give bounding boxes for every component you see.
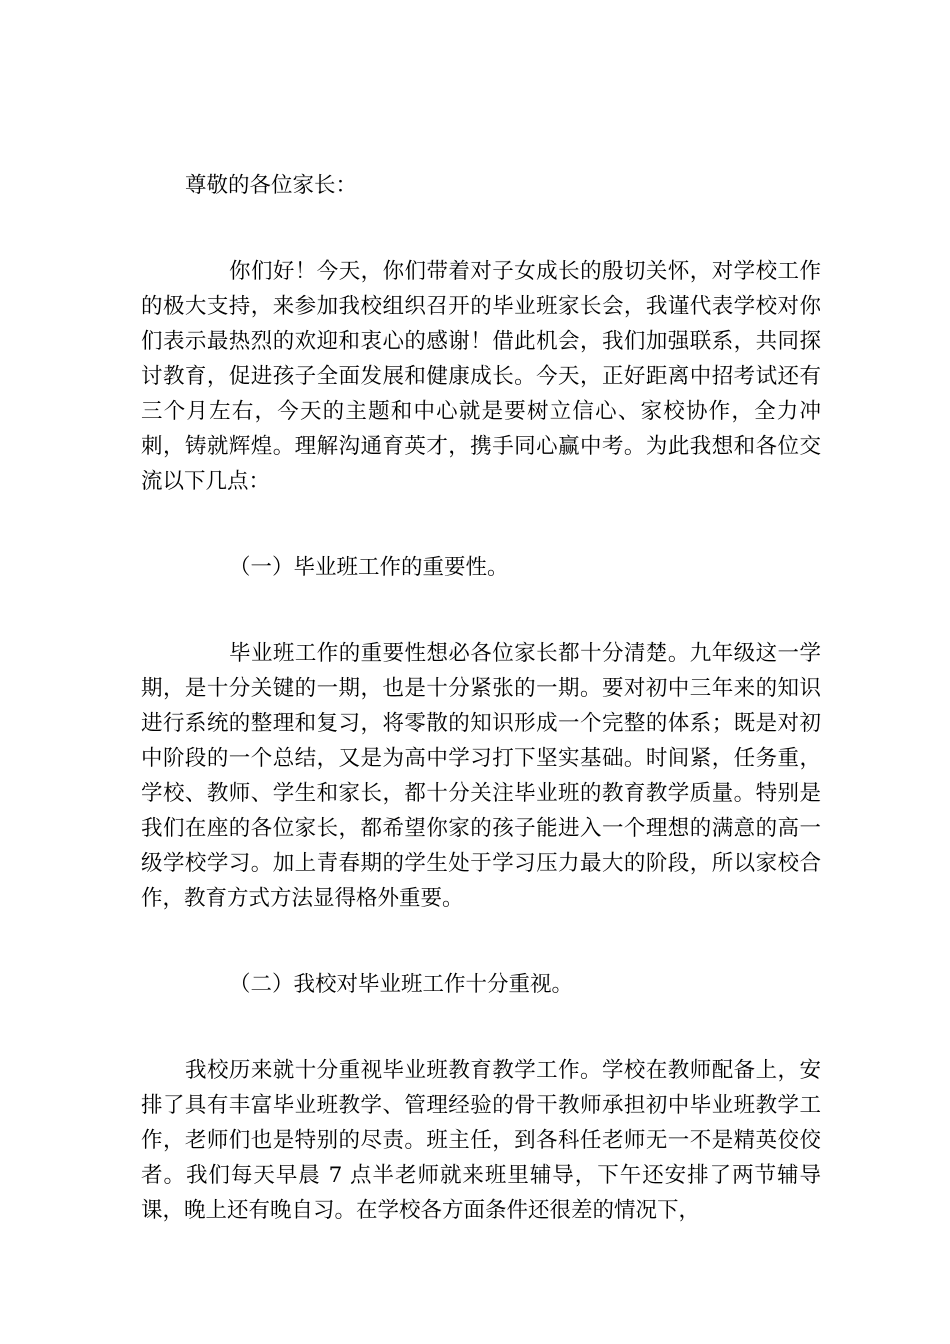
section-heading-1: （一）毕业班工作的重要性。 — [229, 555, 509, 580]
body-paragraph-greeting: 你们好！今天，你们带着对子女成长的殷切关怀，对学校工作的极大支持，来参加我校组织召开的毕业班家长会，我谨代表学校对你们表示最热烈的欢迎和衷心的感谢！借此机会，我们加强联系，共同探讨教育，促进孩子全面发展和健康成长。今天，正好距离中招考试还有三个月左右，今天的主题和中心就是要树立信心、家校协作，全力冲刺，铸就辉煌。理解沟通育英才，携手同心赢中考。为此我想和各位交流以下几点： — [141, 259, 821, 494]
salutation: 尊敬的各位家长： — [185, 173, 358, 198]
document-body — [141, 168, 821, 1228]
section-heading-2: （二）我校对毕业班工作十分重视。 — [229, 972, 574, 997]
body-paragraph-school-effort: 我校历来就十分重视毕业班教育教学工作。学校在教师配备上，安排了具有丰富毕业班教学、管理经验的骨干教师承担初中毕业班教学工作，老师们也是特别的尽责。班主任，到各科任老师无一不是精英佼佼者。我们每天早晨 7 点半老师就来班里辅导，下午还安排了两节辅导课，晚上还有晚自习。在学校各方面条件还很差的情况下， — [141, 1058, 821, 1223]
body-paragraph-importance: 毕业班工作的重要性想必各位家长都十分清楚。九年级这一学期，是十分关键的一期，也是十分紧张的一期。要对初中三年来的知识进行系统的整理和复习，将零散的知识形成一个完整的体系；既是对初中阶段的一个总结，又是为高中学习打下坚实基础。时间紧，任务重，学校、教师、学生和家长，都十分关注毕业班的教育教学质量。特别是我们在座的各位家长，都希望你家的孩子能进入一个理想的满意的高一级学校学习。加上青春期的学生处于学习压力最大的阶段，所以家校合作，教育方式方法显得格外重要。 — [141, 641, 821, 911]
